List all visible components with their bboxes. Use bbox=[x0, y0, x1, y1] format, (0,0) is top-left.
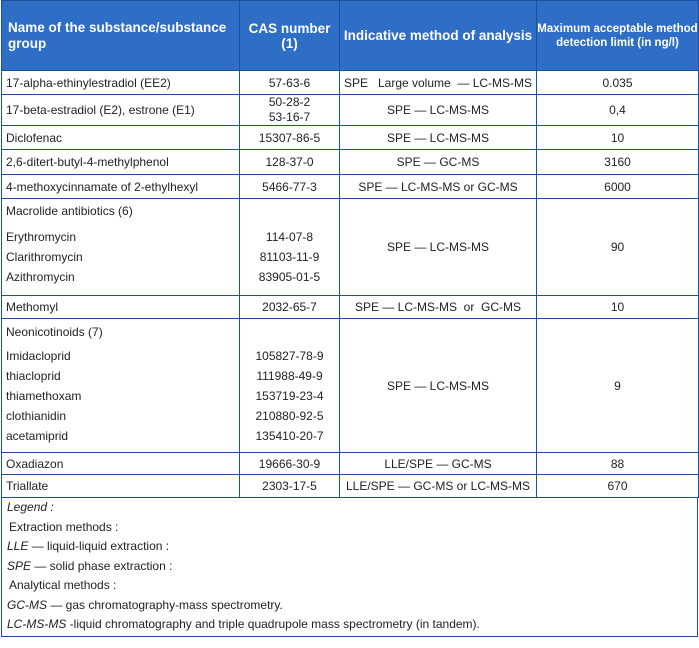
cas-number: 57-63-6 bbox=[240, 71, 340, 95]
legend-lle bbox=[7, 537, 697, 557]
legend-spe-text: — solid phase extraction : bbox=[31, 558, 173, 573]
substance-name: Triallate bbox=[2, 475, 240, 498]
cas-numbers bbox=[240, 199, 340, 296]
legend-lle-abbr: LLE bbox=[7, 539, 29, 553]
cas-number: 19666-30-9 bbox=[240, 453, 340, 475]
cas-number: 2303-17-5 bbox=[240, 475, 340, 498]
legend-gcms bbox=[7, 596, 697, 616]
cas-number: 210880-92-5 bbox=[255, 409, 324, 423]
legend-lcms bbox=[7, 615, 697, 635]
cas-numbers bbox=[240, 319, 340, 453]
legend-spe bbox=[7, 557, 697, 577]
substance-name: Clarithromycin bbox=[6, 250, 83, 264]
substance-name: Erythromycin bbox=[6, 230, 77, 244]
analysis-method: SPE Large volume — LC-MS-MS bbox=[340, 71, 537, 95]
analysis-method: SPE — LC-MS-MS or GC-MS bbox=[340, 296, 537, 319]
table-row bbox=[2, 95, 699, 126]
analysis-method: SPE — LC-MS-MS bbox=[340, 95, 537, 126]
detection-limit: 9 bbox=[537, 319, 699, 453]
header-name: Name of the substance/substance group bbox=[2, 1, 240, 71]
substance-name: 2,6-ditert-butyl-4-methylphenol bbox=[2, 150, 240, 175]
analysis-method: SPE — GC-MS bbox=[340, 150, 537, 175]
substance-name: Diclofenac bbox=[2, 126, 240, 150]
analysis-method: LLE/SPE — GC-MS or LC-MS-MS bbox=[340, 475, 537, 498]
substance-name: thiamethoxam bbox=[6, 389, 82, 403]
group-name: Neonicotinoids (7) bbox=[6, 325, 103, 339]
table-row bbox=[2, 71, 699, 95]
analysis-method: LLE/SPE — GC-MS bbox=[340, 453, 537, 475]
substance-name: Oxadiazon bbox=[2, 453, 240, 475]
cas-number: 128-37-0 bbox=[240, 150, 340, 175]
cas-number-e1: 53-16-7 bbox=[268, 110, 311, 124]
substance-name: acetamiprid bbox=[6, 429, 69, 443]
cas-number: 114-07-8 bbox=[265, 230, 314, 244]
table-row bbox=[2, 126, 699, 150]
cas-number: 111988-49-9 bbox=[256, 369, 323, 383]
substances-table bbox=[1, 0, 699, 498]
table-row bbox=[2, 475, 699, 498]
header-method: Indicative method of analysis bbox=[340, 1, 537, 71]
table-row bbox=[2, 175, 699, 199]
substance-name: Imidacloprid bbox=[6, 349, 71, 363]
substance-name: 17-beta-estradiol (E2), estrone (E1) bbox=[2, 95, 240, 126]
cas-number: 105827-78-9 bbox=[255, 349, 324, 363]
cas-number: 2032-65-7 bbox=[240, 296, 340, 319]
analysis-method: SPE — LC-MS-MS or GC-MS bbox=[340, 175, 537, 199]
table-row bbox=[2, 150, 699, 175]
substance-name: 17-alpha-ethinylestradiol (EE2) bbox=[2, 71, 240, 95]
legend-gcms-text: — gas chromatography-mass spectrometry. bbox=[47, 597, 283, 612]
table-row-macrolides bbox=[2, 199, 699, 296]
cas-number bbox=[240, 95, 340, 126]
table-row bbox=[2, 453, 699, 475]
legend-analytical-heading: Analytical methods : bbox=[9, 578, 117, 592]
group-name: Macrolide antibiotics (6) bbox=[6, 204, 133, 218]
cas-number-e2: 50-28-2 bbox=[268, 95, 311, 109]
detection-limit: 90 bbox=[537, 199, 699, 296]
substance-name: thiacloprid bbox=[6, 369, 61, 383]
substance-name: 4-methoxycinnamate of 2-ethylhexyl bbox=[2, 175, 240, 199]
table-header-row bbox=[2, 1, 699, 71]
substances-document bbox=[1, 0, 698, 637]
substance-group bbox=[2, 319, 240, 453]
legend-lle-text: — liquid-liquid extraction : bbox=[28, 539, 170, 553]
table-row bbox=[2, 296, 699, 319]
header-limit: Maximum acceptable method detection limit (in ng/l) bbox=[537, 1, 699, 71]
header-cas: CAS number (1) bbox=[240, 1, 340, 71]
detection-limit: 10 bbox=[537, 296, 699, 319]
legend-lcms-text: -liquid chromatography and triple quadrupole mass spectrometry (in tandem). bbox=[66, 617, 480, 631]
detection-limit: 88 bbox=[537, 453, 699, 475]
detection-limit: 0,4 bbox=[537, 95, 699, 126]
cas-number: 5466-77-3 bbox=[240, 175, 340, 199]
detection-limit: 3160 bbox=[537, 150, 699, 175]
substance-name: Methomyl bbox=[2, 296, 240, 319]
table-row-neonicotinoids bbox=[2, 319, 699, 453]
substance-name: Azithromycin bbox=[6, 270, 75, 284]
analysis-method: SPE — LC-MS-MS bbox=[340, 199, 537, 296]
detection-limit: 670 bbox=[537, 475, 699, 498]
detection-limit: 10 bbox=[537, 126, 699, 150]
cas-number: 135410-20-7 bbox=[255, 429, 324, 443]
substance-group bbox=[2, 199, 240, 296]
cas-number: 15307-86-5 bbox=[240, 126, 340, 150]
legend-extraction-heading: Extraction methods : bbox=[9, 519, 119, 534]
legend-spe-abbr: SPE bbox=[7, 558, 32, 573]
legend-box bbox=[1, 498, 698, 637]
analysis-method: SPE — LC-MS-MS bbox=[340, 126, 537, 150]
cas-number: 83905-01-5 bbox=[258, 270, 321, 284]
analysis-method: SPE — LC-MS-MS bbox=[340, 319, 537, 453]
detection-limit: 0.035 bbox=[537, 71, 699, 95]
legend-title: Legend : bbox=[7, 500, 54, 514]
cas-number: 81103-11-9 bbox=[259, 250, 320, 264]
detection-limit: 6000 bbox=[537, 175, 699, 199]
cas-number: 153719-23-4 bbox=[255, 389, 324, 403]
legend-lcms-abbr: LC-MS-MS bbox=[7, 617, 67, 631]
legend-gcms-abbr: GC-MS bbox=[7, 597, 47, 612]
substance-name: clothianidin bbox=[6, 409, 67, 423]
